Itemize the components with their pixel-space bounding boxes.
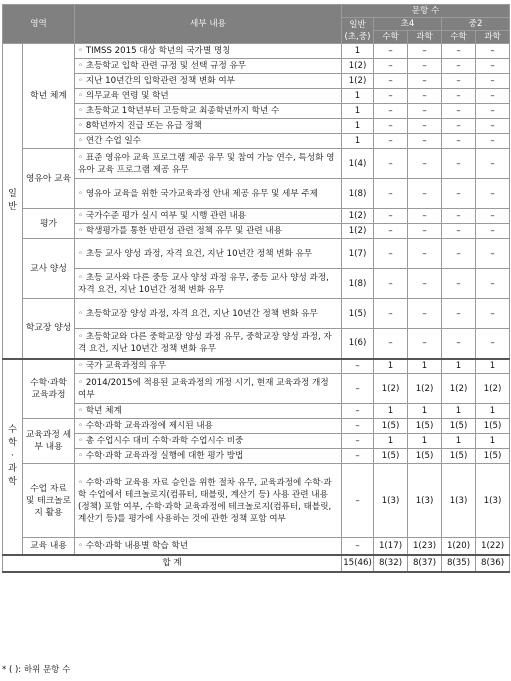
count-cell-g4-math: –	[374, 59, 408, 74]
count-cell-g8-sci: –	[476, 104, 510, 119]
detail-cell	[75, 269, 342, 299]
bullet-icon: ◦	[78, 226, 84, 236]
detail-cell	[75, 449, 342, 464]
table-row	[3, 299, 510, 329]
count-cell-g4-math: –	[374, 209, 408, 224]
table-row	[3, 74, 510, 89]
count-cell-general: 1(2)	[342, 224, 374, 239]
count-cell-general: 1(6)	[342, 329, 374, 359]
count-cell-g4-sci: –	[408, 179, 442, 209]
total-cell-g8-sci: 8(36)	[476, 555, 510, 572]
detail-text: 의무교육 연령 및 학년	[85, 91, 169, 101]
count-cell-g4-sci: –	[408, 104, 442, 119]
count-cell-g4-sci: –	[408, 119, 442, 134]
table-row	[3, 434, 510, 449]
count-cell-g8-math: –	[442, 104, 476, 119]
detail-text: 수학·과학 교육과정에 제시된 내용	[85, 421, 213, 431]
detail-text: 초등학교 1학년부터 고등학교 최종학년까지 학년 수	[85, 106, 280, 116]
table-row	[3, 89, 510, 104]
category-label: 수업 자료 및 테크놀로지 활용	[23, 464, 75, 538]
bullet-icon: ◦	[78, 477, 84, 488]
bullet-icon: ◦	[78, 46, 84, 56]
count-cell-g8-sci: –	[476, 44, 510, 59]
count-cell-g4-math: –	[374, 224, 408, 239]
count-cell-g4-sci: –	[408, 239, 442, 269]
header-g8-science: 과학	[476, 31, 510, 44]
count-cell-g4-math: 1(17)	[374, 538, 408, 555]
table-row	[3, 538, 510, 555]
detail-text: 국가 교육과정의 유무	[85, 361, 167, 372]
table-row	[3, 104, 510, 119]
count-cell-g4-math: 1(3)	[374, 464, 408, 538]
count-cell-g8-sci: 1	[476, 404, 510, 419]
count-cell-g4-sci: –	[408, 329, 442, 359]
count-cell-g8-math: –	[442, 179, 476, 209]
count-cell-general: 1(2)	[342, 74, 374, 89]
table-row	[3, 119, 510, 134]
count-cell-g8-sci: 1(5)	[476, 449, 510, 464]
category-label: 학교장 양성	[23, 299, 75, 359]
category-label: 교육 내용	[23, 538, 75, 555]
detail-cell	[75, 299, 342, 329]
count-cell-g4-sci: –	[408, 89, 442, 104]
bullet-icon: ◦	[78, 152, 84, 163]
bullet-icon: ◦	[78, 91, 84, 101]
bullet-icon: ◦	[78, 332, 84, 343]
count-cell-g4-math: 1(2)	[374, 374, 408, 404]
count-cell-g4-sci: 1	[408, 404, 442, 419]
table-row	[3, 179, 510, 209]
count-cell-general: –	[342, 419, 374, 434]
detail-cell	[75, 538, 342, 555]
header-grade8: 중2	[442, 18, 510, 31]
table-row	[3, 419, 510, 434]
detail-cell	[75, 59, 342, 74]
count-cell-general: 1	[342, 104, 374, 119]
count-cell-g8-math: –	[442, 134, 476, 149]
table-row	[3, 134, 510, 149]
count-cell-g8-sci: –	[476, 269, 510, 299]
bullet-icon: ◦	[78, 540, 84, 551]
count-cell-g8-math: –	[442, 209, 476, 224]
bullet-icon: ◦	[78, 106, 84, 116]
count-cell-g8-sci: –	[476, 149, 510, 179]
count-cell-g8-sci: –	[476, 59, 510, 74]
count-cell-general: 1(8)	[342, 179, 374, 209]
section-label-text: 수학·과학	[8, 425, 17, 487]
count-cell-g4-sci: 1	[408, 434, 442, 449]
count-cell-g4-sci: 1(5)	[408, 449, 442, 464]
count-cell-g4-sci: 1(5)	[408, 419, 442, 434]
header-g8-math: 수학	[442, 31, 476, 44]
detail-cell	[75, 179, 342, 209]
count-cell-g4-math: –	[374, 149, 408, 179]
count-cell-g4-sci: –	[408, 224, 442, 239]
detail-cell	[75, 89, 342, 104]
bullet-icon: ◦	[78, 308, 84, 319]
detail-cell	[75, 134, 342, 149]
count-cell-g8-sci: –	[476, 299, 510, 329]
bullet-icon: ◦	[78, 436, 84, 446]
detail-cell	[75, 104, 342, 119]
detail-text: 2014/2015에 적용된 교육과정의 개정 시기, 현재 교육과정 개정 여부	[78, 377, 329, 400]
detail-text: 표준 영유아 교육 프로그램 제공 유무 및 참여 가능 연수, 특성화 영유아 교육 프로그램 제공 유무	[78, 152, 335, 175]
document-table-wrapper	[2, 4, 509, 573]
count-cell-g4-math: –	[374, 239, 408, 269]
total-cell-g4-math: 8(32)	[374, 555, 408, 572]
category-label: 평가	[23, 209, 75, 239]
detail-cell	[75, 224, 342, 239]
count-cell-g8-math: –	[442, 269, 476, 299]
count-cell-general: 1	[342, 44, 374, 59]
header-general-label: 일반	[349, 19, 366, 30]
count-cell-g8-math: –	[442, 149, 476, 179]
header-general-sub: (초,중)	[344, 31, 371, 42]
table-row	[3, 359, 510, 374]
count-cell-g8-math: –	[442, 119, 476, 134]
detail-cell	[75, 359, 342, 374]
category-label: 교육과정 세부 내용	[23, 419, 75, 464]
count-cell-g4-math: 1(5)	[374, 449, 408, 464]
count-cell-g8-math: –	[442, 89, 476, 104]
count-cell-g8-sci: –	[476, 179, 510, 209]
count-cell-general: 1(2)	[342, 59, 374, 74]
detail-text: 초등학교장 양성 과정, 자격 요건, 지난 10년간 정책 변화 유무	[85, 308, 318, 319]
detail-text: 초등 교사 양성 과정, 자격 요건, 지난 10년간 정책 변화 유무	[85, 248, 313, 259]
count-cell-general: 1(8)	[342, 269, 374, 299]
count-cell-g8-math: 1(5)	[442, 419, 476, 434]
count-cell-g8-math: 1(5)	[442, 449, 476, 464]
header-grade4: 초4	[374, 18, 442, 31]
count-cell-general: 1(7)	[342, 239, 374, 269]
detail-cell	[75, 404, 342, 419]
section-label	[3, 44, 23, 359]
count-cell-g8-sci: 1(2)	[476, 374, 510, 404]
count-cell-g4-math: –	[374, 179, 408, 209]
count-cell-g8-sci: –	[476, 89, 510, 104]
count-cell-general: 1	[342, 89, 374, 104]
count-cell-general: 1(5)	[342, 299, 374, 329]
bullet-icon: ◦	[78, 121, 84, 131]
table-row	[3, 149, 510, 179]
count-cell-g4-sci: 1(2)	[408, 374, 442, 404]
count-cell-g8-sci: 1(3)	[476, 464, 510, 538]
count-cell-g4-sci: –	[408, 134, 442, 149]
count-cell-general: 1(4)	[342, 149, 374, 179]
bullet-icon: ◦	[78, 248, 84, 259]
count-cell-g4-sci: –	[408, 149, 442, 179]
detail-text: 초등 교사와 다른 중등 교사 양성 과정 유무, 중등 교사 양성 과정, 자격 요건, 지난 10년간 정책 변화 유무	[78, 272, 329, 295]
header-count: 문항 수	[342, 5, 510, 18]
detail-cell	[75, 419, 342, 434]
bullet-icon: ◦	[78, 61, 84, 71]
detail-cell	[75, 119, 342, 134]
detail-text: 국가수준 평가 실시 여부 및 시행 관련 내용	[85, 211, 247, 221]
count-cell-g8-math: –	[442, 239, 476, 269]
count-cell-general: –	[342, 538, 374, 555]
count-cell-g4-sci: –	[408, 44, 442, 59]
table-row	[3, 209, 510, 224]
count-cell-g4-math: –	[374, 134, 408, 149]
detail-text: 총 수업시수 대비 수학·과학 수업시수 비중	[85, 436, 244, 446]
count-cell-g4-sci: –	[408, 74, 442, 89]
detail-text: 수학·과학 교육과정 실행에 대한 평가 방법	[85, 451, 244, 461]
count-cell-g4-math: –	[374, 74, 408, 89]
count-cell-g4-math: –	[374, 44, 408, 59]
count-cell-g4-math: –	[374, 119, 408, 134]
detail-cell	[75, 374, 342, 404]
category-label: 교사 양성	[23, 239, 75, 299]
count-cell-general: –	[342, 434, 374, 449]
header-detail: 세부 내용	[75, 5, 342, 44]
detail-text: 지난 10년간의 입학관련 정책 변화 여부	[85, 76, 235, 86]
count-cell-g4-sci: –	[408, 59, 442, 74]
detail-cell	[75, 209, 342, 224]
category-label: 학년 체계	[23, 44, 75, 149]
count-cell-g8-math: 1	[442, 434, 476, 449]
detail-text: 학년 체계	[85, 406, 122, 416]
count-cell-g8-sci: –	[476, 224, 510, 239]
detail-cell	[75, 239, 342, 269]
count-cell-g8-math: –	[442, 299, 476, 329]
count-cell-g4-sci: –	[408, 299, 442, 329]
count-cell-general: –	[342, 449, 374, 464]
count-cell-g4-math: –	[374, 104, 408, 119]
count-cell-g8-math: 1(2)	[442, 374, 476, 404]
count-cell-g8-sci: –	[476, 329, 510, 359]
detail-cell	[75, 74, 342, 89]
detail-text: 영유아 교육을 위한 국가교육과정 안내 제공 유무 및 세부 주제	[85, 188, 318, 199]
bullet-icon: ◦	[78, 76, 84, 86]
detail-cell	[75, 44, 342, 59]
count-cell-g4-math: 1	[374, 359, 408, 374]
detail-text: 초등학교 입학 관련 규정 및 선택 규정 유무	[85, 61, 247, 71]
total-cell-g4-sci: 8(37)	[408, 555, 442, 572]
item-count-table	[2, 4, 510, 573]
count-cell-g8-sci: 1(22)	[476, 538, 510, 555]
category-label: 수학·과학 교육과정	[23, 359, 75, 419]
count-cell-g8-math: –	[442, 59, 476, 74]
count-cell-g4-math: –	[374, 299, 408, 329]
header-g4-science: 과학	[408, 31, 442, 44]
count-cell-g8-math: 1(20)	[442, 538, 476, 555]
count-cell-g4-sci: –	[408, 269, 442, 299]
count-cell-g4-math: –	[374, 329, 408, 359]
count-cell-general: –	[342, 374, 374, 404]
count-cell-g8-math: 1(3)	[442, 464, 476, 538]
detail-text: 학생평가를 통한 반편성 관련 정책 유무 및 관련 내용	[85, 226, 283, 236]
count-cell-g8-math: –	[442, 329, 476, 359]
count-cell-g8-sci: –	[476, 119, 510, 134]
count-cell-g8-math: –	[442, 224, 476, 239]
count-cell-g8-sci: –	[476, 239, 510, 269]
table-row	[3, 404, 510, 419]
table-row	[3, 269, 510, 299]
category-label: 영유아 교육	[23, 149, 75, 209]
bullet-icon: ◦	[78, 188, 84, 199]
count-cell-g4-sci: 1(23)	[408, 538, 442, 555]
total-cell-g8-math: 8(35)	[442, 555, 476, 572]
count-cell-g8-math: –	[442, 44, 476, 59]
bullet-icon: ◦	[78, 406, 84, 416]
count-cell-g8-sci: 1	[476, 434, 510, 449]
table-row	[3, 59, 510, 74]
count-cell-g4-math: –	[374, 269, 408, 299]
detail-text: 수학·과학 내용별 학습 학년	[85, 540, 189, 551]
count-cell-general: 1	[342, 119, 374, 134]
detail-text: 초등학교와 다른 중학교장 양성 과정 유무, 중학교장 양성 과정, 자격 요건, 지난 10년간 정책 변화 유무	[78, 332, 332, 355]
count-cell-g8-math: 1	[442, 359, 476, 374]
table-row	[3, 239, 510, 269]
count-cell-g8-sci: –	[476, 209, 510, 224]
bullet-icon: ◦	[78, 451, 84, 461]
count-cell-general: –	[342, 464, 374, 538]
table-row	[3, 449, 510, 464]
count-cell-g8-math: –	[442, 74, 476, 89]
detail-text: 수학·과학 교육용 자료 승인을 위한 절차 유무, 교육과정에 수학·과학 수업에서 테크놀로지(컴퓨터, 태블릿, 계산기 등) 사용 관련 내용(정책) 포함 여부, 수학·과학 교육과정에 테크놀로지(컴퓨터, 태블릿, 계산기 등)를 평가에 사용하는 것에 관한 정책 포함 여부	[78, 477, 332, 524]
detail-cell	[75, 329, 342, 359]
count-cell-g4-sci: 1(3)	[408, 464, 442, 538]
header-g4-math: 수학	[374, 31, 408, 44]
bullet-icon: ◦	[78, 421, 84, 431]
count-cell-g4-math: –	[374, 89, 408, 104]
count-cell-g4-math: 1	[374, 434, 408, 449]
detail-cell	[75, 464, 342, 538]
header-general	[342, 18, 374, 44]
count-cell-general: –	[342, 359, 374, 374]
count-cell-general: –	[342, 404, 374, 419]
detail-text: TIMSS 2015 대상 학년의 국가별 명칭	[85, 46, 231, 56]
section-label-text: 일반	[8, 188, 17, 212]
bullet-icon: ◦	[78, 272, 84, 283]
table-row	[3, 44, 510, 59]
bullet-icon: ◦	[78, 211, 84, 221]
count-cell-g8-math: 1	[442, 404, 476, 419]
table-row	[3, 224, 510, 239]
count-cell-general: 1	[342, 134, 374, 149]
count-cell-g8-sci: –	[476, 134, 510, 149]
table-body	[3, 44, 510, 572]
count-cell-g8-sci: –	[476, 74, 510, 89]
count-cell-g8-sci: 1	[476, 359, 510, 374]
footnote: * ( ): 하위 문항 수	[2, 665, 71, 675]
table-row	[3, 464, 510, 538]
section-label	[3, 359, 23, 555]
total-cell-general: 15(46)	[342, 555, 374, 572]
count-cell-g4-math: 1	[374, 404, 408, 419]
bullet-icon: ◦	[78, 377, 84, 388]
count-cell-g4-math: 1(5)	[374, 419, 408, 434]
detail-text: 연간 수업 일수	[85, 136, 142, 146]
detail-cell	[75, 149, 342, 179]
bullet-icon: ◦	[78, 361, 84, 372]
table-row	[3, 374, 510, 404]
count-cell-general: 1(2)	[342, 209, 374, 224]
detail-cell	[75, 434, 342, 449]
count-cell-g4-sci: –	[408, 209, 442, 224]
count-cell-g8-sci: 1(5)	[476, 419, 510, 434]
detail-text: 8학년까지 진급 또는 유급 정책	[85, 121, 202, 131]
total-row	[3, 555, 510, 572]
header-area: 영역	[3, 5, 75, 44]
count-cell-g4-sci: 1	[408, 359, 442, 374]
total-label: 합 계	[3, 555, 342, 572]
bullet-icon: ◦	[78, 136, 84, 146]
table-row	[3, 329, 510, 359]
